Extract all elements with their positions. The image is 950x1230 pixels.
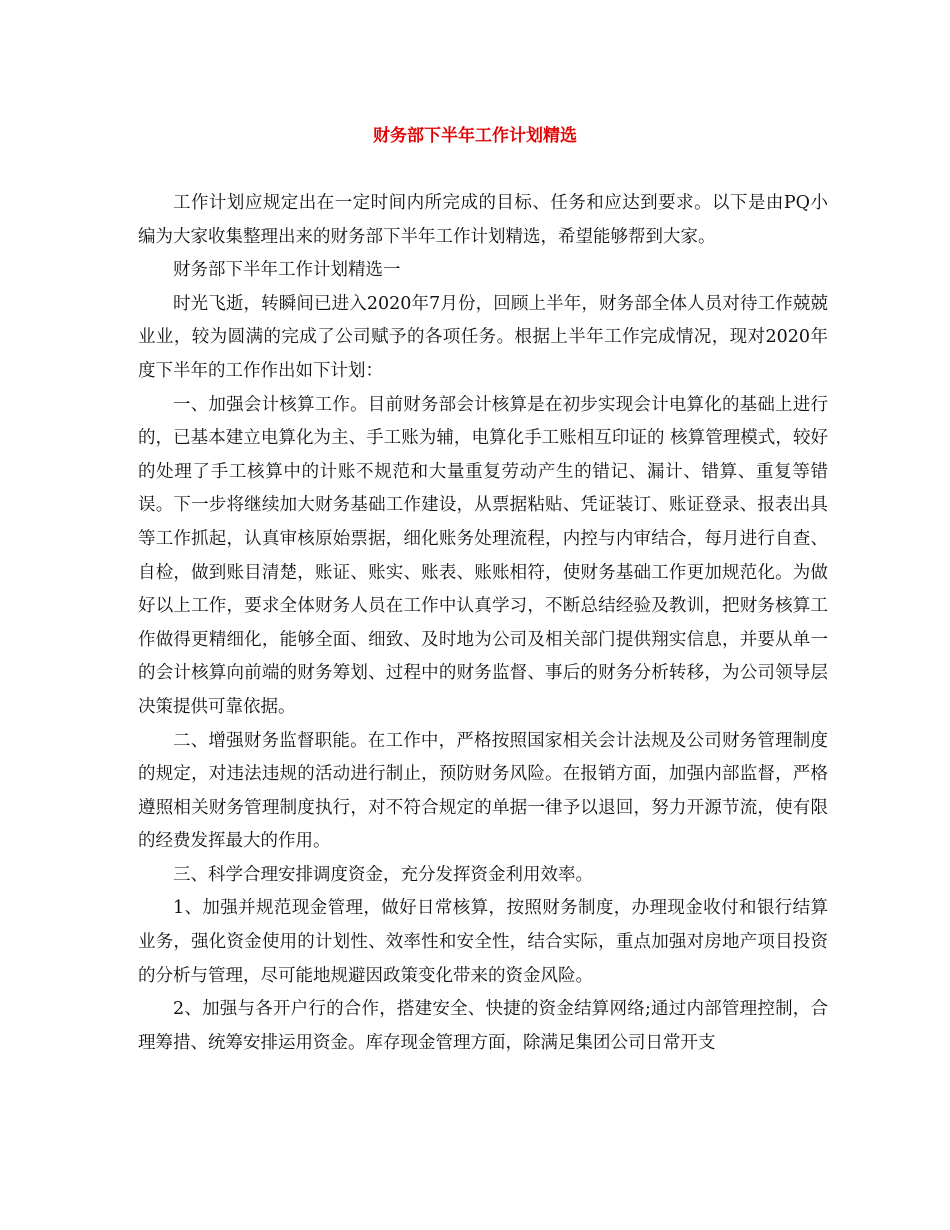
paragraph-cash-management: 1、加强并规范现金管理，做好日常核算，按照财务制度，办理现金收付和银行结算业务，强化资金使用的计划性、效率性和安全性，结合实际，重点加强对房地产项目投资的分析与管理，尽可能地规避因政策变化带来的资金风险。: [138, 898, 828, 986]
paragraph-intro: 工作计划应规定出在一定时间内所完成的目标、任务和应达到要求。以下是由PQ小编为大家收集整理出来的财务部下半年工作计划精选，希望能够帮到大家。: [138, 193, 828, 247]
paragraph-supervision: 二、增强财务监督职能。在工作中，严格按照国家相关会计法规及公司财务管理制度的规定，对违法违规的活动进行制止，预防财务风险。在报销方面，加强内部监督，严格遵照相关财务管理制度执行，对不符合规定的单据一律予以退回，努力开源节流，使有限的经费发挥最大的作用。: [138, 730, 828, 852]
document-body: [138, 187, 828, 1060]
document-title: 财务部下半年工作计划精选: [373, 126, 577, 146]
paragraph-bank-cooperation: 2、加强与各开户行的合作，搭建安全、快捷的资金结算网络;通过内部管理控制，合理筹措、统筹安排运用资金。库存现金管理方面，除满足集团公司日常开支: [138, 999, 828, 1053]
paragraph-section-heading: 财务部下半年工作计划精选一: [173, 260, 401, 281]
paragraph-overview: 时光飞逝，转瞬间已进入2020年7月份，回顾上半年，财务部全体人员对待工作兢兢业业，较为圆满的完成了公司赋予的各项任务。根据上半年工作完成情况，现对2020年度下半年的工作作出如下计划：: [138, 293, 828, 381]
paragraph-funds-heading: 三、科学合理安排调度资金，充分发挥资金利用效率。: [173, 864, 593, 885]
paragraph-accounting: 一、加强会计核算工作。目前财务部会计核算是在初步实现会计电算化的基础上进行的，已基本建立电算化为主、手工账为辅，电算化手工账相互印证的 核算管理模式，较好的处理了手工核算中的计账不规范和大量重复劳动产生的错记、漏计、错算、重复等错误。下一步将继续加大财务基础工作建设，从票据粘贴、凭证装订、账证登录、报表出具等工作抓起，认真审核原始票据，细化账务处理流程，内控与内审结合，每月进行自查、自检，做到账目清楚，账证、账实、账表、账账相符，使财务基础工作更加规范化。为做好以上工作，要求全体财务人员在工作中认真学习，不断总结经验及教训，把财务核算工作做得更精细化，能够全面、细致、及时地为公司及相关部门提供翔实信息，并要从单一的会计核算向前端的财务筹划、过程中的财务监督、事后的财务分析转移，为公司领导层决策提供可靠依据。: [138, 394, 828, 717]
